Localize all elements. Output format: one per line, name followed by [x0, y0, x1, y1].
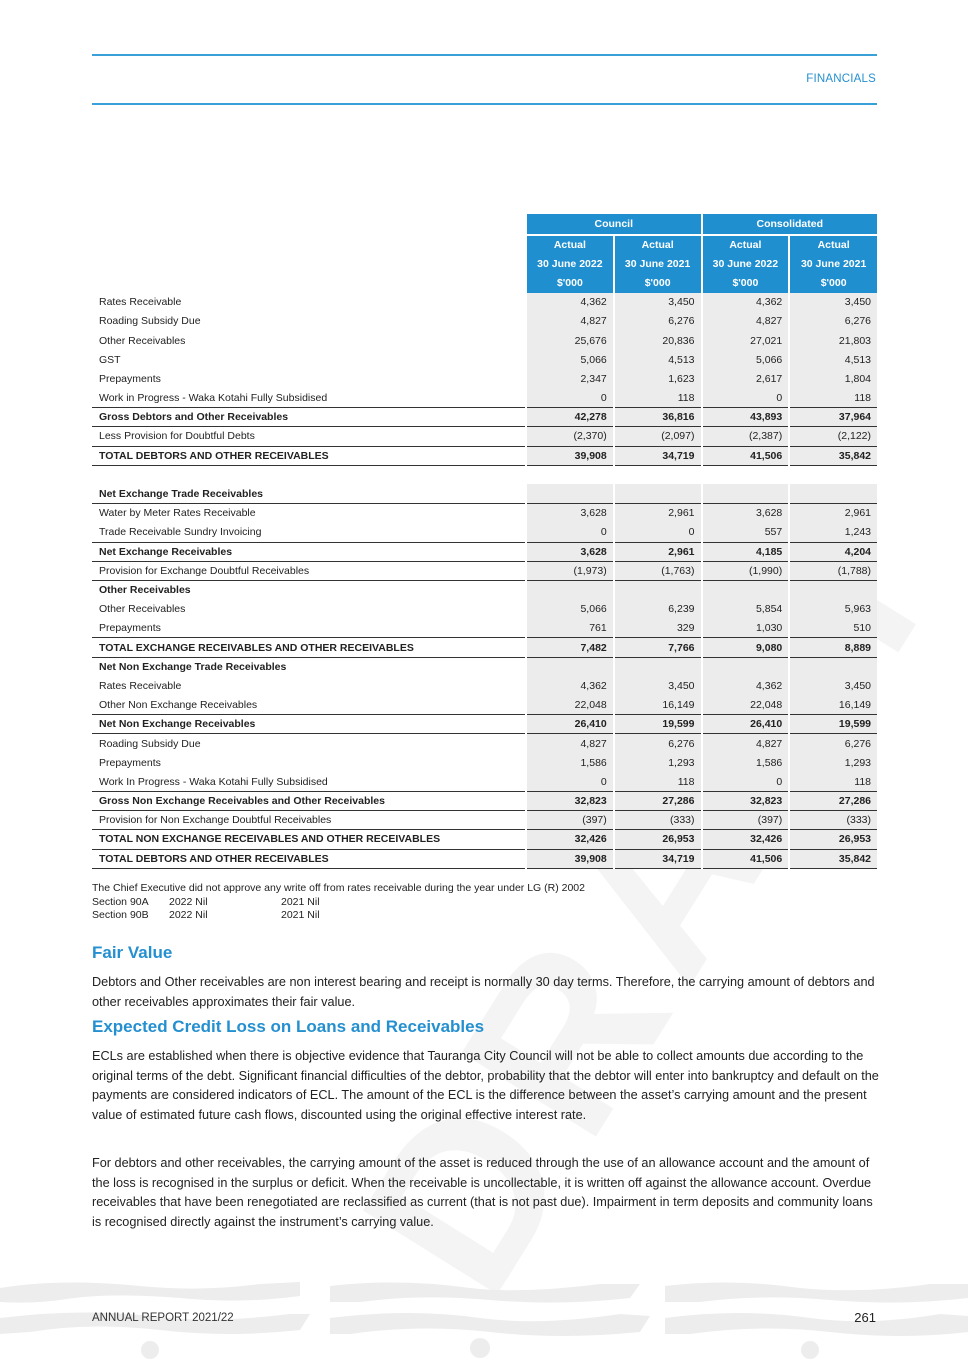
row-value: 5,066 — [526, 350, 614, 369]
col-header: Actual — [702, 235, 790, 254]
table-row — [92, 389, 877, 408]
table-row — [92, 696, 877, 715]
row-value: 0 — [702, 772, 790, 791]
page-number: 261 — [854, 1310, 876, 1325]
row-value: 6,276 — [789, 734, 877, 753]
row-value — [526, 484, 614, 503]
table-row — [92, 734, 877, 753]
row-value: 26,953 — [614, 830, 702, 849]
row-label: Water by Meter Rates Receivable — [99, 507, 256, 520]
col-header: $'000 — [526, 273, 614, 292]
row-value: 37,964 — [789, 408, 877, 427]
table-row — [92, 715, 877, 734]
row-label: Net Non Exchange Receivables — [92, 715, 526, 734]
table-row — [92, 791, 877, 810]
row-value: 1,243 — [789, 523, 877, 542]
row-value: 3,450 — [789, 676, 877, 695]
row-label: Prepayments — [99, 756, 161, 769]
table-row — [92, 369, 877, 388]
row-value — [789, 484, 877, 503]
row-value: 35,842 — [789, 849, 877, 868]
row-value: (2,387) — [702, 427, 790, 446]
row-value: 3,450 — [789, 293, 877, 312]
row-value: 4,204 — [789, 542, 877, 561]
row-value: 4,185 — [702, 542, 790, 561]
row-value: (333) — [614, 811, 702, 830]
row-value: 22,048 — [526, 696, 614, 715]
row-value: 4,827 — [702, 734, 790, 753]
row-value: 32,823 — [702, 791, 790, 810]
row-value: 1,586 — [702, 753, 790, 772]
row-value: 1,586 — [526, 753, 614, 772]
row-value — [526, 580, 614, 599]
group-header-consolidated: Consolidated — [702, 214, 878, 235]
row-value: 19,599 — [614, 715, 702, 734]
footnote-2022: 2022 Nil — [169, 895, 208, 908]
row-value: 5,066 — [526, 600, 614, 619]
row-label: Less Provision for Doubtful Debts — [99, 430, 255, 443]
row-value: (1,763) — [614, 561, 702, 580]
row-value — [614, 657, 702, 676]
row-value: 42,278 — [526, 408, 614, 427]
row-value: 1,804 — [789, 369, 877, 388]
row-value: 0 — [526, 772, 614, 791]
group-header-council: Council — [526, 214, 702, 235]
fair-value-heading: Fair Value — [92, 943, 173, 962]
row-value: 22,048 — [702, 696, 790, 715]
row-value: 329 — [614, 619, 702, 638]
row-label: Work in Progress - Waka Kotahi Fully Subsidised — [99, 391, 328, 404]
footer-report-title: ANNUAL REPORT 2021/22 — [92, 1312, 234, 1324]
row-value: (397) — [702, 811, 790, 830]
table-row — [92, 561, 877, 580]
row-value: 0 — [526, 389, 614, 408]
table-row — [92, 350, 877, 369]
row-value: 26,410 — [526, 715, 614, 734]
row-value: (1,990) — [702, 561, 790, 580]
row-value: 4,513 — [789, 350, 877, 369]
table-row — [92, 465, 877, 484]
row-label: Roading Subsidy Due — [99, 315, 201, 328]
row-label: Trade Receivable Sundry Invoicing — [99, 526, 262, 539]
col-header: Actual — [526, 235, 614, 254]
table-row — [92, 753, 877, 772]
col-header: 30 June 2022 — [702, 254, 790, 273]
row-label: TOTAL NON EXCHANGE RECEIVABLES AND OTHER RECEIVABLES — [92, 830, 526, 849]
row-value: 26,410 — [702, 715, 790, 734]
table-row — [92, 331, 877, 350]
row-value: 16,149 — [614, 696, 702, 715]
table-row — [92, 408, 877, 427]
row-label: Net Exchange Trade Receivables — [92, 484, 526, 503]
fair-value-text: Debtors and Other receivables are non interest bearing and receipt is normally 30 day terms. Therefore, the carrying amount of debtors and other receivables approximates their fair value. — [92, 975, 875, 1009]
row-label: Rates Receivable — [99, 296, 182, 309]
row-label: Prepayments — [99, 372, 161, 385]
row-value: 34,719 — [614, 446, 702, 465]
row-value: (2,097) — [614, 427, 702, 446]
row-value: 4,827 — [702, 312, 790, 331]
row-value: 557 — [702, 523, 790, 542]
row-value: 0 — [702, 389, 790, 408]
row-label: Provision for Exchange Doubtful Receivables — [92, 561, 526, 580]
row-value — [702, 484, 790, 503]
row-value: 41,506 — [702, 849, 790, 868]
table-row — [92, 484, 877, 503]
ecl-paragraph-2: For debtors and other receivables, the carrying amount of the asset is reduced through the use of an allowance account and the amount of the loss is recognised in the surplus or deficit. When the receivable is uncollectable, it is written off against the allowance account. Overdue receivables that have been renegotiated are reclassified as current (that is not past due). Impairment in term deposits and community loans is recognised directly against the instrument’s carrying value. — [92, 1156, 873, 1229]
row-value: 26,953 — [789, 830, 877, 849]
row-label: Roading Subsidy Due — [99, 737, 201, 750]
table-row — [92, 504, 877, 523]
row-value: 32,426 — [702, 830, 790, 849]
row-value: 7,766 — [614, 638, 702, 657]
row-value: 8,889 — [789, 638, 877, 657]
row-label: Other Receivables — [99, 603, 186, 616]
row-value: 6,239 — [614, 600, 702, 619]
row-value: 34,719 — [614, 849, 702, 868]
row-value: 118 — [789, 772, 877, 791]
row-value: 5,963 — [789, 600, 877, 619]
row-value: 0 — [526, 523, 614, 542]
row-value — [789, 657, 877, 676]
col-header: Actual — [614, 235, 702, 254]
table-row — [92, 638, 877, 657]
row-value: (333) — [789, 811, 877, 830]
row-value: 39,908 — [526, 849, 614, 868]
row-label: Gross Non Exchange Receivables and Other Receivables — [92, 791, 526, 810]
row-value: 32,823 — [526, 791, 614, 810]
row-value: 41,506 — [702, 446, 790, 465]
row-value: 2,961 — [614, 504, 702, 523]
row-value: 32,426 — [526, 830, 614, 849]
row-label: Gross Debtors and Other Receivables — [92, 408, 526, 427]
footnote-row — [92, 896, 585, 910]
row-value: 4,827 — [526, 312, 614, 331]
row-value — [702, 465, 790, 484]
row-value: 2,617 — [702, 369, 790, 388]
table-row — [92, 619, 877, 638]
row-value: 20,836 — [614, 331, 702, 350]
row-value — [526, 657, 614, 676]
row-value: (397) — [526, 811, 614, 830]
row-value: 3,628 — [526, 542, 614, 561]
row-value: 4,362 — [702, 676, 790, 695]
row-value: 118 — [614, 772, 702, 791]
row-value — [789, 580, 877, 599]
col-header: 30 June 2021 — [614, 254, 702, 273]
row-value: 4,362 — [702, 293, 790, 312]
row-value: 21,803 — [789, 331, 877, 350]
table-row — [92, 772, 877, 791]
table-row — [92, 849, 877, 868]
row-value: 3,450 — [614, 676, 702, 695]
section-label: FINANCIALS — [806, 73, 876, 85]
table-row — [92, 312, 877, 331]
row-value: (1,973) — [526, 561, 614, 580]
row-value — [526, 465, 614, 484]
footnote-2021: 2021 Nil — [281, 895, 320, 908]
row-value — [614, 484, 702, 503]
footnote-row — [92, 909, 585, 923]
row-value: 27,286 — [789, 791, 877, 810]
row-label: TOTAL EXCHANGE RECEIVABLES AND OTHER RECEIVABLES — [92, 638, 526, 657]
table-row — [92, 676, 877, 695]
row-value: 4,513 — [614, 350, 702, 369]
row-value: 25,676 — [526, 331, 614, 350]
row-value: 4,827 — [526, 734, 614, 753]
row-value: (2,122) — [789, 427, 877, 446]
row-value: 5,854 — [702, 600, 790, 619]
row-label: Rates Receivable — [99, 679, 182, 692]
ecl-heading: Expected Credit Loss on Loans and Receivables — [92, 1017, 485, 1036]
row-value: 3,450 — [614, 293, 702, 312]
row-value: 19,599 — [789, 715, 877, 734]
header-rule-bottom — [92, 103, 877, 105]
table-row — [92, 542, 877, 561]
footnote — [92, 882, 585, 923]
row-value: 1,293 — [614, 753, 702, 772]
row-value: 9,080 — [702, 638, 790, 657]
col-header: Actual — [789, 235, 877, 254]
row-label: GST — [99, 353, 121, 366]
row-value: 3,628 — [526, 504, 614, 523]
footnote-section: Section 90B — [92, 909, 149, 921]
row-value: 4,362 — [526, 676, 614, 695]
row-value: 1,623 — [614, 369, 702, 388]
row-value: 0 — [614, 523, 702, 542]
footnote-text: The Chief Executive did not approve any write off from rates receivable during the year under LG (R) 2002 — [92, 882, 585, 894]
footnote-2022: 2022 Nil — [169, 909, 208, 921]
table-row — [92, 446, 877, 465]
row-value — [614, 580, 702, 599]
row-value: 7,482 — [526, 638, 614, 657]
table-row — [92, 580, 877, 599]
row-value: 118 — [614, 389, 702, 408]
row-label: Work In Progress - Waka Kotahi Fully Subsidised — [99, 775, 328, 788]
row-value: 6,276 — [614, 734, 702, 753]
row-value: 5,066 — [702, 350, 790, 369]
row-value — [702, 580, 790, 599]
receivables-table — [92, 214, 877, 869]
col-header: $'000 — [702, 273, 790, 292]
table-row — [92, 600, 877, 619]
row-value: 3,628 — [702, 504, 790, 523]
row-value: 1,293 — [789, 753, 877, 772]
row-value: 2,347 — [526, 369, 614, 388]
row-value: 118 — [789, 389, 877, 408]
row-value: 6,276 — [614, 312, 702, 331]
table-row — [92, 427, 877, 446]
row-label: Other Non Exchange Receivables — [99, 698, 258, 711]
row-label: Other Receivables — [99, 584, 191, 597]
row-value: 27,286 — [614, 791, 702, 810]
col-header: 30 June 2022 — [526, 254, 614, 273]
row-label: Net Exchange Receivables — [92, 542, 526, 561]
row-value: (1,788) — [789, 561, 877, 580]
table-row — [92, 523, 877, 542]
row-value: 16,149 — [789, 696, 877, 715]
row-label: Prepayments — [99, 622, 161, 635]
header-rule-top — [92, 54, 877, 56]
row-value: 39,908 — [526, 446, 614, 465]
footnote-2021: 2021 Nil — [281, 909, 320, 921]
row-label — [92, 465, 526, 484]
col-header: 30 June 2021 — [789, 254, 877, 273]
footnote-section: Section 90A — [92, 895, 149, 908]
row-value — [614, 465, 702, 484]
row-value — [789, 465, 877, 484]
row-label: TOTAL DEBTORS AND OTHER RECEIVABLES — [92, 446, 526, 465]
row-value — [702, 657, 790, 676]
table-row — [92, 811, 877, 830]
row-value: 35,842 — [789, 446, 877, 465]
row-value: 4,362 — [526, 293, 614, 312]
row-value: 36,816 — [614, 408, 702, 427]
row-value: 27,021 — [702, 331, 790, 350]
row-value: 2,961 — [789, 504, 877, 523]
ecl-paragraph-1: ECLs are established when there is objective evidence that Tauranga City Council will not be able to collect amounts due according to the original terms of the debt. Significant financial difficulties of the debtor, probability that the debtor will enter into bankruptcy and default on the payments are considered indicators of ECL. The amount of the ECL is the difference between the asset’s carrying amount and the present value of estimated future cash flows, discounted using the original effective interest rate. — [92, 1049, 879, 1122]
row-value: 43,893 — [702, 408, 790, 427]
col-header: $'000 — [614, 273, 702, 292]
row-value: 2,961 — [614, 542, 702, 561]
row-label: Provision for Non Exchange Doubtful Receivables — [99, 814, 332, 827]
row-label: TOTAL DEBTORS AND OTHER RECEIVABLES — [92, 849, 526, 868]
col-header: $'000 — [789, 273, 877, 292]
table-row — [92, 293, 877, 312]
row-value: 1,030 — [702, 619, 790, 638]
row-value: 6,276 — [789, 312, 877, 331]
row-value: (2,370) — [526, 427, 614, 446]
row-label: Other Receivables — [99, 334, 186, 347]
table-row — [92, 657, 877, 676]
row-label: Net Non Exchange Trade Receivables — [99, 660, 287, 673]
row-value: 510 — [789, 619, 877, 638]
table-body — [92, 293, 877, 869]
row-value: 761 — [526, 619, 614, 638]
table-row — [92, 830, 877, 849]
